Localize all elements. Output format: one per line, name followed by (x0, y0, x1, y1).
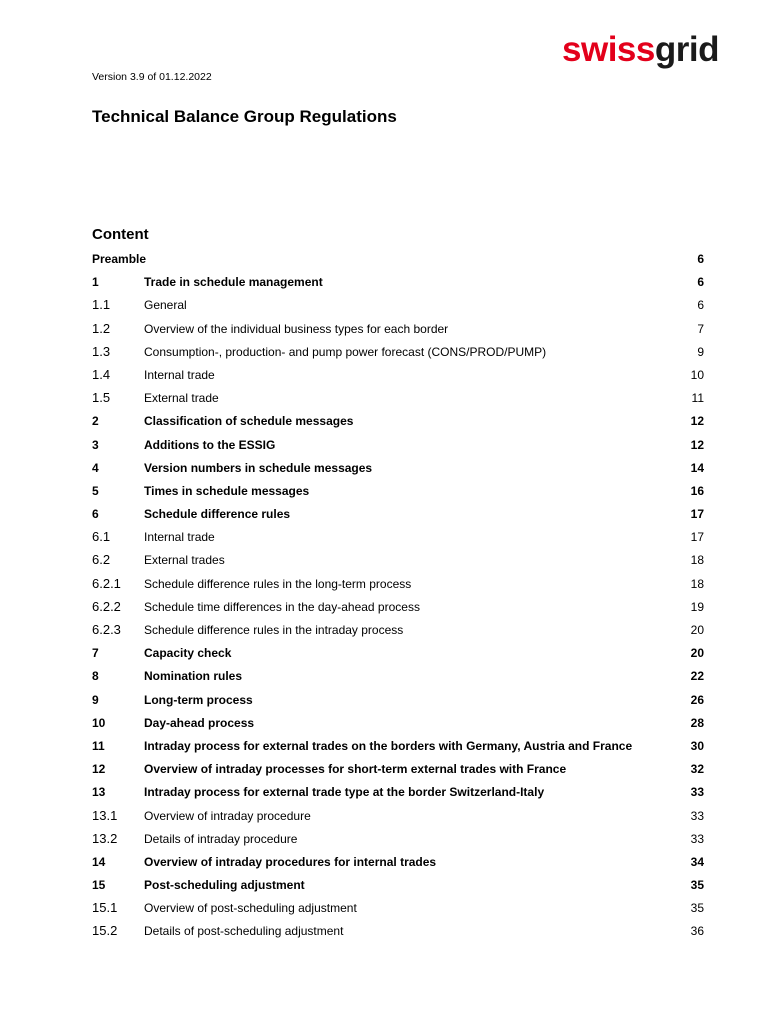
toc-entry-number: 14 (92, 854, 106, 869)
toc-entry-number: 2 (92, 414, 99, 429)
toc-entry-number: 5 (92, 483, 99, 498)
toc-entry-number: 6.2 (92, 552, 111, 568)
toc-entry-title: Times in schedule messages (144, 483, 310, 498)
document-title: Technical Balance Group Regulations (92, 107, 397, 126)
toc-entry-number: 1.4 (92, 366, 111, 382)
toc-entry[interactable] (92, 759, 704, 782)
toc-entry[interactable] (92, 643, 704, 666)
toc-entry[interactable] (92, 736, 704, 759)
swissgrid-logo (562, 30, 719, 70)
toc-entry-page: 6 (697, 275, 704, 290)
toc-entry-page: 26 (690, 692, 704, 707)
toc-entry-title: Overview of intraday processes for short-term external trades with France (144, 762, 567, 777)
toc-entry-page: 7 (697, 321, 704, 336)
toc-entry[interactable] (92, 875, 704, 898)
toc-entry-page: 9 (697, 344, 704, 359)
toc-entry[interactable] (92, 272, 704, 295)
toc-entry-number: 15 (92, 878, 106, 893)
toc-entry-page: 20 (690, 646, 704, 661)
toc-entry-page: 6 (697, 252, 704, 266)
toc-entry-page: 20 (690, 623, 704, 637)
toc-entry-number: Preamble (92, 252, 147, 266)
toc-entry-page: 28 (690, 715, 704, 730)
toc-entry-number: 6.2.3 (92, 622, 121, 637)
toc-entry-page: 18 (690, 553, 704, 568)
toc-entry-title: External trades (144, 553, 225, 568)
logo-part-swiss: swiss (562, 30, 655, 69)
toc-entry-number: 6.2.2 (92, 598, 121, 614)
toc-heading: Content (92, 226, 149, 243)
toc-entry-title: Overview of intraday procedures for internal trades (144, 854, 437, 869)
toc-entry-number: 12 (92, 762, 106, 777)
toc-entry-title: Version numbers in schedule messages (144, 460, 373, 475)
toc-entry-page: 14 (690, 460, 704, 475)
toc-entry-number: 15.2 (92, 923, 118, 939)
toc-entry-title: General (144, 298, 187, 313)
toc-entry-title: Additions to the ESSIG (144, 437, 276, 452)
toc-entry[interactable] (92, 527, 704, 550)
toc-entry-title: Overview of intraday procedure (144, 808, 311, 823)
toc-entry-number: 6 (92, 507, 99, 522)
toc-entry-page: 19 (690, 599, 704, 614)
toc-entry-number: 7 (92, 646, 99, 661)
toc-entry[interactable] (92, 319, 704, 342)
toc-entry-title: Consumption-, production- and pump power forecast (CONS/PROD/PUMP) (144, 344, 547, 359)
toc-entry[interactable] (92, 898, 704, 921)
toc-entry[interactable] (92, 504, 704, 527)
toc-entry-page: 17 (690, 507, 704, 522)
toc-entry[interactable] (92, 411, 704, 434)
toc-entry-title: Details of post-scheduling adjustment (144, 924, 344, 939)
toc-entry-title: Trade in schedule management (144, 275, 323, 290)
toc-entry[interactable] (92, 782, 704, 805)
toc-entry-number: 1.1 (92, 297, 111, 313)
toc-entry-page: 12 (690, 414, 704, 429)
toc-entry-page: 33 (690, 808, 704, 823)
toc-entry-title: Schedule time differences in the day-ahead process (144, 599, 420, 614)
toc-entry-title: Details of intraday procedure (144, 831, 298, 846)
logo-part-grid: grid (654, 30, 719, 69)
toc-entry-page: 12 (690, 437, 704, 452)
toc-entry-page: 35 (690, 901, 704, 916)
toc-entry[interactable] (92, 806, 704, 829)
toc-entry[interactable] (92, 388, 704, 411)
toc-entry-title: Overview of post-scheduling adjustment (144, 901, 357, 916)
toc-entry[interactable] (92, 574, 704, 597)
toc-entry-number: 1 (92, 275, 99, 290)
version-line: Version 3.9 of 01.12.2022 (92, 71, 212, 83)
toc-entry[interactable] (92, 597, 704, 620)
toc-entry[interactable] (92, 342, 704, 365)
table-of-contents (92, 249, 704, 945)
toc-entry-title: Schedule difference rules (144, 507, 291, 522)
toc-entry[interactable] (92, 249, 704, 272)
toc-entry-title: Intraday process for external trades on the borders with Germany, Austria and France (144, 738, 633, 753)
toc-entry-number: 1.5 (92, 390, 111, 406)
toc-entry-title: Long-term process (144, 692, 253, 707)
toc-entry-page: 35 (690, 878, 704, 893)
toc-entry[interactable] (92, 458, 704, 481)
toc-entry[interactable] (92, 295, 704, 318)
toc-entry-number: 10 (92, 715, 106, 730)
toc-entry-number: 15.1 (92, 900, 118, 916)
toc-entry[interactable] (92, 852, 704, 875)
toc-entry-page: 33 (690, 831, 704, 846)
toc-entry-page: 34 (690, 854, 704, 869)
toc-entry-number: 8 (92, 669, 99, 684)
toc-entry-page: 30 (690, 738, 704, 753)
toc-entry-number: 6.1 (92, 529, 111, 545)
toc-entry-page: 32 (690, 762, 704, 777)
toc-entry-number: 9 (92, 692, 99, 707)
toc-entry-number: 3 (92, 437, 99, 452)
toc-entry[interactable] (92, 666, 704, 689)
toc-entry-page: 6 (697, 298, 704, 313)
toc-entry-page: 10 (690, 367, 704, 382)
toc-entry-number: 1.3 (92, 343, 111, 359)
toc-entry-title: Schedule difference rules in the long-term process (144, 576, 412, 591)
toc-entry[interactable] (92, 435, 704, 458)
toc-entry-title: Internal trade (144, 367, 215, 382)
toc-entry[interactable] (92, 829, 704, 852)
toc-entry-page: 17 (690, 530, 704, 545)
toc-entry-title: Schedule difference rules in the intraday process (144, 623, 404, 637)
toc-entry-number: 13 (92, 785, 106, 800)
toc-entry[interactable] (92, 921, 704, 944)
toc-entry-title: External trade (144, 391, 219, 406)
toc-entry-title: Internal trade (144, 530, 215, 545)
toc-entry-title: Overview of the individual business types for each border (144, 321, 449, 336)
toc-entry-page: 33 (690, 785, 704, 800)
toc-entry-number: 4 (92, 460, 99, 475)
toc-entry-number: 1.2 (92, 320, 111, 336)
toc-entry[interactable] (92, 620, 704, 643)
toc-entry-page: 22 (690, 669, 704, 684)
toc-entry-title: Capacity check (144, 646, 232, 661)
toc-entry[interactable] (92, 550, 704, 573)
toc-entry-title: Intraday process for external trade type at the border Switzerland-Italy (144, 785, 545, 800)
toc-entry-page: 36 (690, 924, 704, 939)
toc-entry-number: 13.2 (92, 830, 118, 846)
toc-entry-number: 13.1 (92, 807, 118, 823)
toc-entry-title: Nomination rules (144, 669, 243, 684)
toc-entry-title: Day-ahead process (144, 715, 255, 730)
toc-entry-page: 16 (690, 483, 704, 498)
toc-entry-page: 18 (690, 576, 704, 591)
toc-entry[interactable] (92, 365, 704, 388)
toc-entry-number: 6.2.1 (92, 575, 121, 591)
toc-entry-page: 11 (691, 391, 704, 406)
toc-entry[interactable] (92, 690, 704, 713)
toc-entry-number: 11 (92, 738, 105, 753)
toc-entry-title: Classification of schedule messages (144, 414, 354, 429)
toc-entry[interactable] (92, 481, 704, 504)
toc-entry[interactable] (92, 713, 704, 736)
toc-entry-title: Post-scheduling adjustment (144, 878, 305, 893)
